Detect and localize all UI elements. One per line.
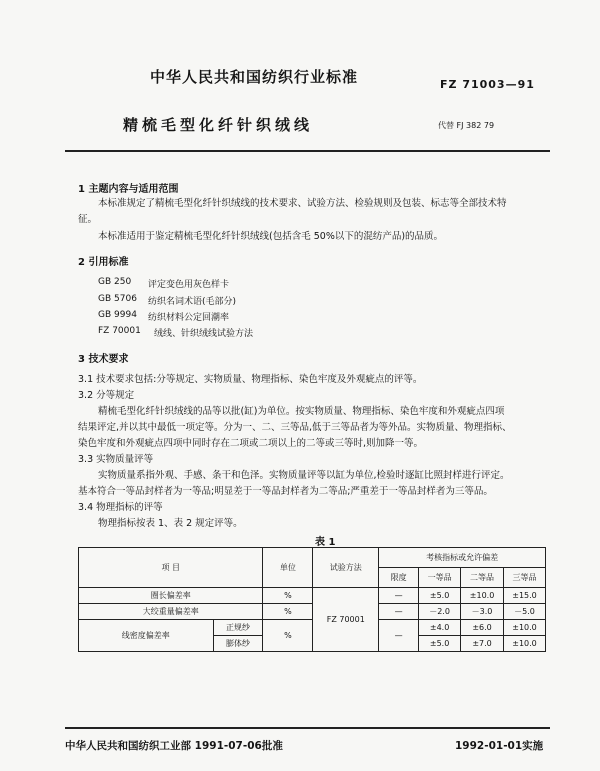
- ref-code: GB 9994: [98, 310, 137, 320]
- header-group: 考核指标或允许偏差: [379, 548, 546, 568]
- header-item: 项 目: [79, 548, 263, 588]
- row-grade-1: －2.0: [419, 604, 461, 620]
- density-grade-2: ±6.0: [461, 620, 504, 636]
- section-3-2-line-3: 染色牢度和外观疵点四项中同时存在二项或二项以上的二等或三等时,则加降一等。: [78, 438, 424, 449]
- ref-code: GB 5706: [98, 294, 137, 304]
- density-grade-1: ±4.0: [419, 620, 461, 636]
- table-row: [79, 620, 546, 636]
- density-sub-name: 正规纱: [213, 620, 263, 636]
- section-3-1: 3.1 技术要求包括:分等规定、实物质量、物理指标、染色牢度及外观疵点的评等。: [78, 374, 423, 385]
- row-limit: —: [379, 588, 419, 604]
- row-limit: —: [379, 604, 419, 620]
- density-grade-2: ±7.0: [461, 636, 504, 652]
- section-1-title: 1 主题内容与适用范围: [78, 184, 179, 195]
- header-grade-1: 一等品: [419, 568, 461, 588]
- method-cell: FZ 70001: [313, 588, 379, 652]
- section-3-3-line-1: 实物质量系指外观、手感、条干和色泽。实物质量评等以缸为单位,检验时逐缸比照封样进行评定。: [98, 470, 510, 481]
- standard-code: FZ 71003—91: [440, 78, 535, 91]
- ref-name: 纺织材料公定回潮率: [148, 313, 230, 323]
- table-row: [79, 588, 546, 604]
- physical-index-table: [78, 547, 546, 652]
- document-title: 精梳毛型化纤针织绒线: [123, 116, 314, 134]
- section-1-para-1a: 本标准规定了精梳毛型化纤针织绒线的技术要求、试验方法、检验规则及包装、标志等全部技术特: [98, 198, 507, 209]
- header-limit: 限度: [379, 568, 419, 588]
- section-1-para-2: 本标准适用于鉴定精梳毛型化纤针织绒线(包括含毛 50%以下的混纺产品)的品质。: [98, 231, 444, 242]
- row-unit: %: [263, 604, 313, 620]
- density-grade-3: ±10.0: [504, 620, 546, 636]
- header-grade-3: 三等品: [504, 568, 546, 588]
- table-row: [79, 604, 546, 620]
- table-header-row: [79, 548, 546, 568]
- section-3-4-title: 3.4 物理指标的评等: [78, 502, 163, 513]
- section-3-3-title: 3.3 实物质量评等: [78, 454, 154, 465]
- section-3-2-line-2: 结果评定,并以其中最低一项定等。分为一、二、三等品,低于三等品者为等外品。实物质量、物理指标、: [78, 422, 512, 433]
- row-unit: %: [263, 588, 313, 604]
- row-grade-1: ±5.0: [419, 588, 461, 604]
- section-3-title: 3 技术要求: [78, 354, 129, 365]
- row-grade-3: ±15.0: [504, 588, 546, 604]
- table-caption: 表 1: [315, 537, 336, 548]
- density-unit: %: [263, 620, 313, 652]
- row-item: 圈长偏差率: [79, 588, 263, 604]
- standard-title: 中华人民共和国纺织行业标准: [150, 68, 359, 86]
- density-grade-3: ±10.0: [504, 636, 546, 652]
- section-3-2-line-1: 精梳毛型化纤针织绒线的品等以批(缸)为单位。按实物质量、物理指标、染色牢度和外观疵点四项: [98, 406, 505, 417]
- replaces-note: 代替 FJ 382 79: [438, 121, 495, 130]
- row-item: 大绞重量偏差率: [79, 604, 263, 620]
- ref-code: GB 250: [98, 277, 132, 287]
- ref-code: FZ 70001: [98, 326, 141, 336]
- density-sub-name: 膨体纱: [213, 636, 263, 652]
- footer-rule: [65, 727, 550, 729]
- header-unit: 单位: [263, 548, 313, 588]
- ref-name: 纺织名词术语(毛部分): [148, 297, 237, 307]
- row-grade-2: ±10.0: [461, 588, 504, 604]
- ref-name: 评定变色用灰色样卡: [148, 280, 230, 290]
- section-3-4-line-1: 物理指标按表 1、表 2 规定评等。: [98, 518, 243, 529]
- implementation-date: 1992-01-01实施: [455, 740, 544, 752]
- section-3-2-title: 3.2 分等规定: [78, 390, 135, 401]
- ref-name: 绒线、针织绒线试验方法: [154, 329, 254, 339]
- density-limit: —: [379, 620, 419, 652]
- section-3-3-line-2: 基本符合一等品封样者为一等品;明显差于一等品封样者为二等品;严重差于一等品封样者为三等品。: [78, 486, 493, 497]
- header-grade-2: 二等品: [461, 568, 504, 588]
- section-2-title: 2 引用标准: [78, 257, 129, 268]
- header-method: 试验方法: [313, 548, 379, 588]
- row-grade-3: －5.0: [504, 604, 546, 620]
- header-rule: [65, 150, 550, 152]
- section-1-para-1b: 征。: [78, 214, 98, 225]
- density-grade-1: ±5.0: [419, 636, 461, 652]
- approval-line: 中华人民共和国纺织工业部 1991-07-06批准: [65, 740, 283, 752]
- density-item: 线密度偏差率: [79, 620, 214, 652]
- row-grade-2: －3.0: [461, 604, 504, 620]
